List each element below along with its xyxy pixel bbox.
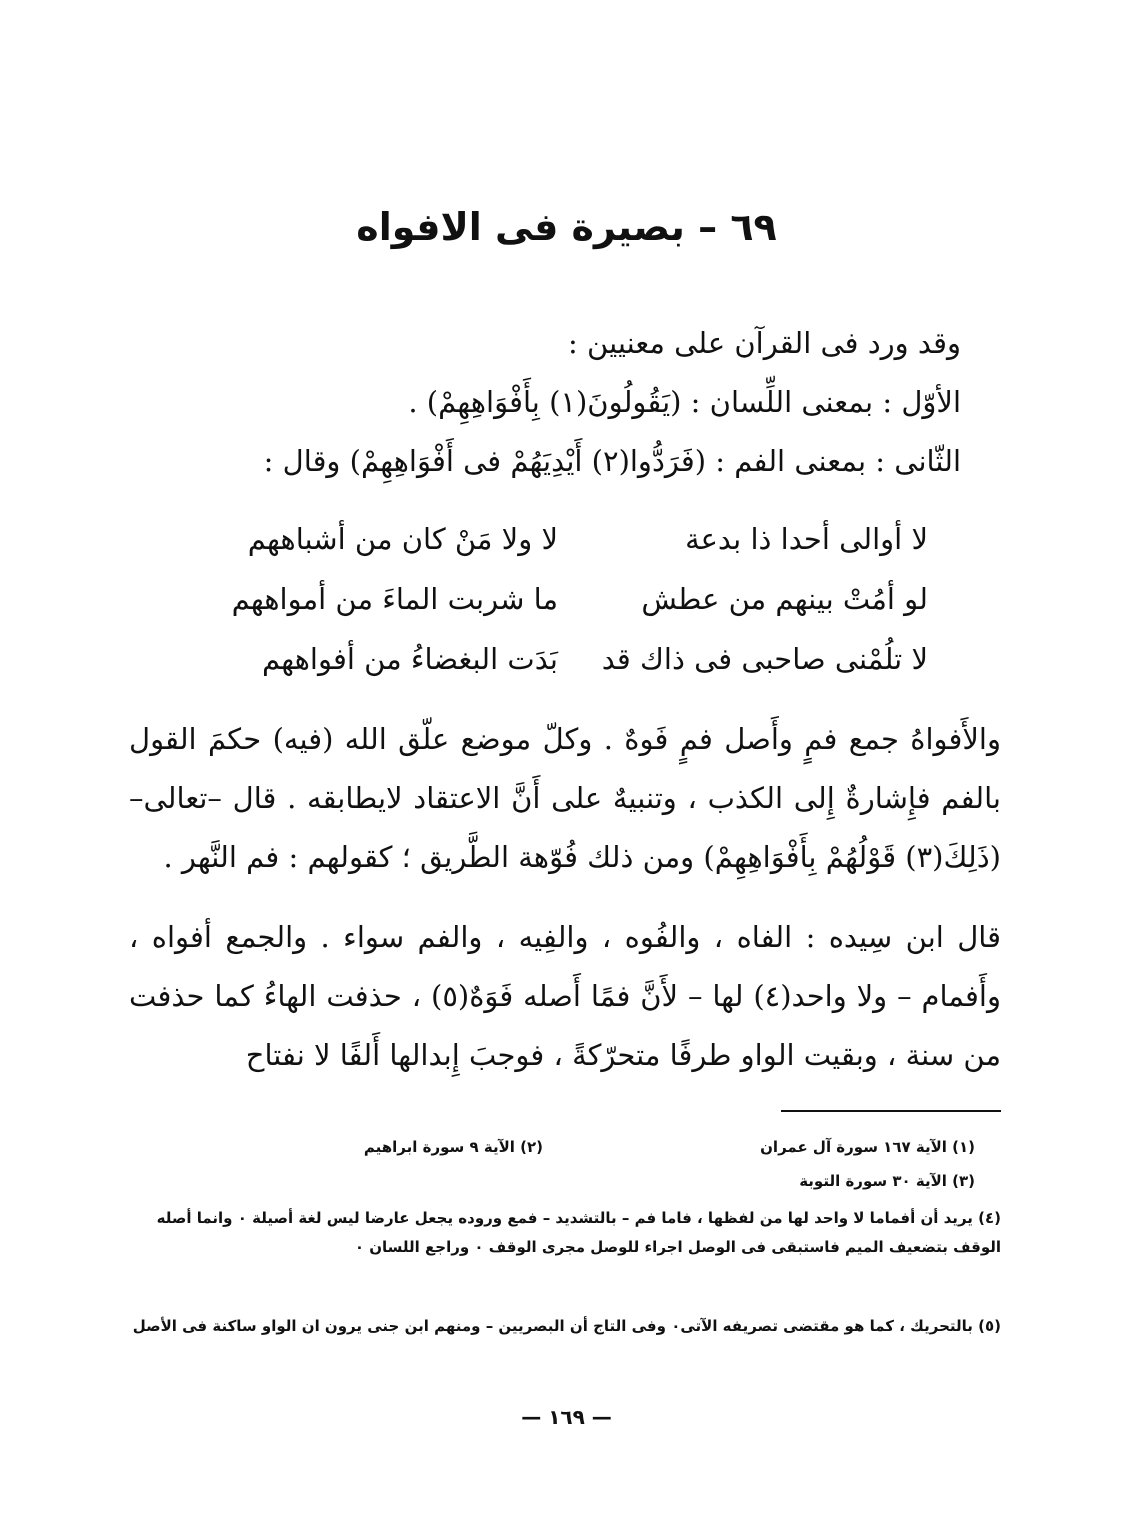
verse-first-hemistich: لا أوالى أحدا ذا بدعة: [685, 522, 928, 556]
intro-block: [131, 314, 961, 491]
verse-first-hemistich: لو أمُتْ بينهم من عطش: [641, 582, 928, 616]
footnote-separator: [781, 1110, 1001, 1112]
intro-line: الأوّل : بمعنى اللِّسان : (يَقُولُونَ(١) بِأَفْوَاهِهِمْ) .: [408, 385, 961, 419]
page-title: ٦٩ – بصيرة فى الافواه: [356, 205, 777, 249]
footnote: (٤) يريد أن أفماما لا واحد لها من لفظها ، فاما فم – بالتشديد – فمع وروده يجعل عارضا ليس لغة أصيلة ٠ وانما أصله الوقف بتضعيف الميم فاستبقى فى الوصل اجراء للوصل مجرى الوقف ٠ وراجع اللسان ٠: [156, 1209, 1001, 1256]
footnote: (٣) الآية ٣٠ سورة التوبة: [799, 1172, 975, 1190]
footnote: (١) الآية ١٦٧ سورة آل عمران: [760, 1138, 975, 1156]
paragraph: قال ابن سِيده : الفاه ، والفُوه ، والفِيه ، والفم سواء . والجمع أفواه ، وأَفمام – ولا واحد(٤) لها – لأَنَّ فمًا أَصله فَوَهٌ(٥) ، حذفت الهاءُ كما حذفت من سنة ، وبقيت الواو طرفًا متحرّكةً ، فوجبَ إِبدالها أَلفًا لا نفتاح: [129, 920, 1001, 1072]
intro-line: وقد ورد فى القرآن على معنيين :: [568, 326, 961, 360]
verse-first-hemistich: لا تلُمْنى صاحبى فى ذاك قد: [601, 642, 928, 676]
paragraph: والأَفواهُ جمع فمٍ وأَصل فمٍ فَوهٌ . وكلّ موضع علّق الله (فيه) حكمَ القول بالفم فإِشارةٌ إِلى الكذب ، وتنبيهٌ على أَنَّ الاعتقاد لايطابقه . قال –تعالى– (ذَلِكَ(٣) قَوْلُهُمْ بِأَفْوَاهِهِمْ) ومن ذلك فُوّهة الطَّريق ؛ كقولهم : فم النَّهر .: [129, 722, 1001, 874]
intro-line: الثّانى : بمعنى الفم : (فَرَدُّوا(٢) أَيْدِيَهُمْ فى أَفْوَاهِهِمْ) وقال :: [263, 444, 961, 478]
verse-second-hemistich: ما شربت الماءَ من أمواههم: [231, 582, 558, 616]
footnote: (٥) بالتحريك ، كما هو مقتضى تصريفه الآتى٠ وفى التاج أن البصريين – ومنهم ابن جنى يرون ان الواو ساكنة فى الأصل: [132, 1317, 1001, 1335]
verse-second-hemistich: لا ولا مَنْ كان من أشباههم: [247, 522, 558, 556]
verse-second-hemistich: بَدَت البغضاءُ من أفواههم: [261, 642, 558, 676]
footnote: (٢) الآية ٩ سورة ابراهيم: [363, 1138, 543, 1156]
page-number: — ١٦٩ —: [521, 1405, 612, 1429]
